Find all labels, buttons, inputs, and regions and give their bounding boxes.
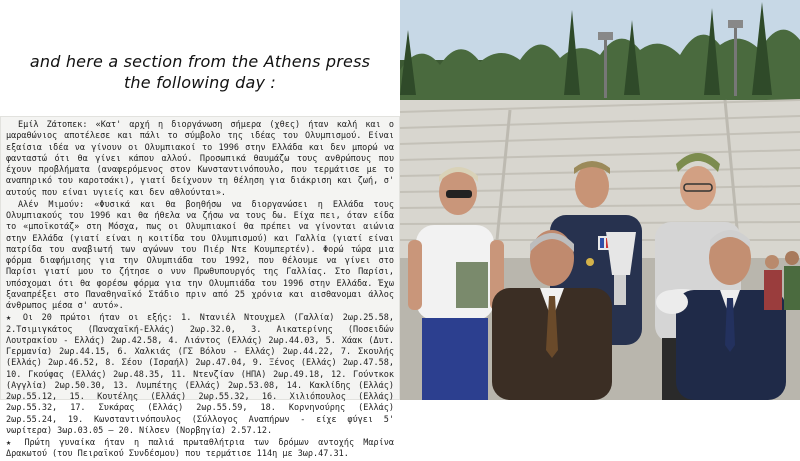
press-paragraph-results: ★ Οι 20 πρώτοι ήταν οι εξής: 1. Ντανιέλ Ντουχμελ (Γαλλία) 2ωρ.25.58, 2.Τσιμιγκάτος (Παναχαϊκή-Ελλάς) 2ωρ.32.0, 3. Αικατερίνης (Ποσειδών Λουτρακίου - Ελλάς) 2ωρ.42.58, 4. Λιάντος (Ελλάς) 2ωρ.44.03, 5. Χάακ (Δυτ. Γερμανία) 2ωρ.44.15, 6. Χαλκιάς (ΓΣ Βόλου - Ελλάς) 2ωρ.44.22, 7. Σκουλής (Ελλάς) 2ωρ.46.52, 8. Σέου (Ισραήλ) 2ωρ.47.04, 9. Ξένος (Ελλάς) 2ωρ.47.58, 10. Γκούφας (Ελλάς) 2ωρ.48.35, 11. Ντενζίαν (ΗΠΑ) 2ωρ.49.18, 12. Γούντκοκ (Αγγλία) 2ωρ.50.30, 13. Λυμπέτης (Ελλάς) 2ωρ.53.08, 14. Κακλίδης (Ελλάς) 2ωρ.55.12, 15. Κουτέλης (Ελλάς) 2ωρ.55.32, 16. Χιλιόπουλος (Ελλάς) 2ωρ.55.32, 17. Συκάρας (Ελλάς) 2ωρ.55.59, 18. Κορνηνούρης (Ελλάς) 2ωρ.55.24, 19. Κωνσταντινόπουλος (Σύλλογος Αναπήρων - είχε φύγει 5' νωρίτερα) 3ωρ.03.05 – 20. Νίλσεν (Νορβηγία) 2.57.12. bbox=[6, 313, 394, 436]
caption-panel bbox=[0, 0, 400, 115]
stadium-photo bbox=[400, 0, 800, 400]
press-paragraph-first-woman: ★ Πρώτη γυναίκα ήταν η παλιά πρωταθλήτρια των δρόμων αντοχής Μαρίνα Δρακωτού (του Πειραϊκού Συνδέσμου) που τερμάτισε 114η με 3ωρ.47.31. bbox=[6, 438, 394, 460]
press-clipping bbox=[0, 116, 400, 460]
caption-line-2: the following day : bbox=[123, 73, 277, 92]
press-article-body bbox=[0, 116, 400, 461]
caption-line-1: and here a section from the Athens press bbox=[29, 52, 371, 71]
press-paragraph-zatopek: Εμίλ Ζάτοπεκ: «Κατ' αρχή η διοργάνωση σήμερα (χθες) ήταν καλή και ο μαραθώνιος αποτέλεσε και πάλι το σύμβολο της ιδέας του Ολυμπισμού. Είναι εξαίσια ιδέα να γίνουν οι Ολυμπιακοί το 1996 στην Ελλάδα και δεν μπορώ να φανταστώ ότι θα γίνει κάπου αλλού. Προσωπικά θαυμάζω τους ανθρώπους που έχουν προβλήματα (αναφερόμενος στον Κωνσταντινόπουλο, που τερμάτισε με το αναπηρικό του καροτσάκι), γιατί δείχνουν τη θέληση για διάκριση και ζωή, σ' αυτούς που είναι υγιείς και δεν αθλούνται». bbox=[6, 120, 394, 198]
press-paragraph-mimoun: Αλέν Μιμούν: «Φυσικά και θα βοηθήσω να διοργανώσει η Ελλάδα τους Ολυμπιακούς του 1996 και θα ήθελα να ζήσω να τους δω. Είχα πει, όταν είδα το «μποϊκοτάζ» στη Μόσχα, πως οι Ολυμπιακοί θα πρέπει να γίνονται αιώνια στην Ελλάδα (γιατί είναι η κοιτίδα του Ολυμπισμού) και Γαλλία (γιατί είναι πατρίδα του αναβιωτή των αγώνων του Πιέρ Ντε Κουμπερτέν). Φορώ τώρα μια φόρμα διαφήμισης για την Ολυμπιάδα του 1992, που θέλουμε να γίνει στο Παρίσι γιατί μου το ζήτησε ο νυν Πρωθυπουργός της Γαλλίας. Στο Παρίσι, υπόσχομαι ότι θα φορέσω φόρμα για την Ολυμπιάδα του 1996 στην Ελλάδα. Έχω ξαναπρέξει στο Παναθηναϊκό Στάδιο πριν από 25 χρόνια και αισθανομαι άλλος άνθρωπος μέσα σ' αυτό». bbox=[6, 199, 394, 311]
stadium-photo-illustration bbox=[400, 0, 800, 400]
